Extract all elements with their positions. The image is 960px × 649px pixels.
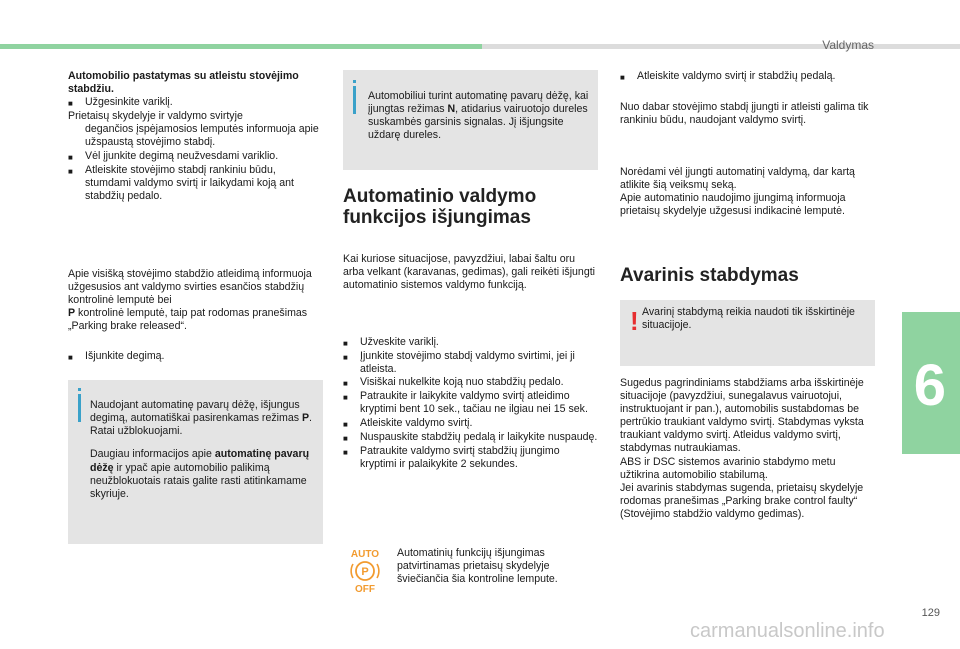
list-item: ■ Vėl įjunkite degimą neužvesdami variklio. bbox=[68, 150, 323, 164]
col1-paragraph: Apie visišką stovėjimo stabdžio atleidimą informuoja užgesusios ant valdymo svirties esančios stabdžių kontrolinė lemputė bei P kontrolinė lemputė, taip pat rodomas pranešimas „Parking brake released“. bbox=[68, 268, 312, 333]
col2-steps bbox=[343, 336, 598, 471]
bullet-icon: ■ bbox=[68, 166, 73, 176]
warning-icon: ! bbox=[630, 306, 639, 336]
bullet-icon: ■ bbox=[343, 353, 348, 363]
list-item: ■ Užgesinkite variklį. bbox=[68, 96, 323, 110]
off-icon-text: OFF bbox=[355, 584, 375, 595]
col1-title: Automobilio pastatymas su atleistu stovėjimo stabdžiu. bbox=[68, 70, 299, 96]
bullet-icon: ■ bbox=[343, 379, 348, 389]
list-item: ■ Užveskite variklį. bbox=[343, 336, 598, 350]
col1-text: degančios įspėjamosios lemputės informuoja apie užspaustą stovėjimo stabdį. bbox=[85, 123, 319, 149]
list-item: ■ Įjunkite stovėjimo stabdį valdymo svirtimi, jei ji atleista. bbox=[343, 350, 575, 376]
col3-step bbox=[620, 70, 875, 84]
bullet-icon: ■ bbox=[68, 152, 73, 162]
p-icon-text: P bbox=[361, 566, 369, 578]
list-item: ■ Atleiskite valdymo svirtį. bbox=[343, 417, 598, 431]
header-rule bbox=[482, 44, 960, 49]
info-note: Automobiliui turint automatinę pavarų dėžę, kai įjungtas režimas N, atidarius vairuotojo dureles suskambės garsinis signalas. Jį išjungsite uždarę dureles. bbox=[343, 70, 598, 170]
col3-paragraph: Nuo dabar stovėjimo stabdį įjungti ir atleisti galima tik rankiniu būdu, naudojant valdymo svirtį. bbox=[620, 101, 869, 127]
header-accent-bar bbox=[0, 44, 482, 49]
list-item: ■ Išjunkite degimą. bbox=[68, 350, 323, 364]
chapter-number: 6 bbox=[913, 353, 946, 418]
watermark: carmanualsonline.info bbox=[690, 620, 885, 642]
col1-step bbox=[68, 350, 323, 364]
info-icon bbox=[78, 394, 81, 422]
auto-p-off-icon bbox=[348, 547, 382, 595]
auto-icon-text: AUTO bbox=[350, 549, 380, 560]
bullet-icon: ■ bbox=[343, 419, 348, 429]
bullet-icon: ■ bbox=[343, 393, 348, 403]
bullet-icon: ■ bbox=[343, 339, 348, 348]
list-item: ■ Patraukite valdymo svirtį stabdžių įjungimo kryptimi ir palaikykite 2 sekundes. bbox=[343, 444, 560, 470]
section-heading: Automatinio valdymo funkcijos išjungimas bbox=[343, 186, 537, 228]
list-item: ■ Visiškai nukelkite koją nuo stabdžių pedalo. bbox=[343, 376, 598, 390]
list-item: ■ Atleiskite stovėjimo stabdį rankiniu būdu, stumdami valdymo svirtį ir laikydami koją ant stabdžių pedalo. bbox=[68, 163, 294, 202]
info-icon bbox=[353, 86, 356, 114]
bullet-icon: ■ bbox=[68, 353, 73, 362]
bullet-icon: ■ bbox=[343, 433, 348, 443]
icon-caption: Automatinių funkcijų išjungimas patvirtinamas prietaisų skydelyje šviečiančia šia kontroline lempute. bbox=[397, 547, 558, 586]
section-heading: Avarinis stabdymas bbox=[620, 265, 799, 286]
col2-intro: Kai kuriose situacijose, pavyzdžiui, labai šaltu oru arba velkant (karavanas, gedimas), gali reikėti išjungti automatinio sistemos valdymo funkciją. bbox=[343, 253, 596, 292]
list-item: ■ Nuspauskite stabdžių pedalą ir laikykite nuspaudę. bbox=[343, 431, 598, 445]
warning-note: ! Avarinį stabdymą reikia naudoti tik išskirtinėje situacijoje. bbox=[620, 300, 875, 366]
list-item: ■ Patraukite ir laikykite valdymo svirtį atleidimo kryptimi bent 10 sek., tačiau ne ilgiau nei 15 sek. bbox=[343, 390, 588, 416]
col1-text: Prietaisų skydelyje ir valdymo svirtyje bbox=[68, 110, 243, 123]
col3-paragraph: Sugedus pagrindiniams stabdžiams arba išskirtinėje situacijoje (pavyzdžiui, sunegalavus vairuotojui, instruktuojant ir pan.), automobilis sustabdomas be pertrūkio traukiant valdymo svirtį. Stabdymas vyksta traukiant valdymo svirtį. Atleidus valdymo svirtį, stabdymas nutraukiamas. ABS ir DSC sistemos avarinio stabdymo metu užtikrina automobilio stabilumą. Jei avarinis stabdymas sugenda, prietaisų skydelyje rodomas pranešimas „Parking brake control faulty“ (Stovėjimo stabdžio valdymo gedimas). bbox=[620, 377, 864, 520]
bullet-icon: ■ bbox=[68, 99, 73, 109]
col3-paragraph: Norėdami vėl įjungti automatinį valdymą, dar kartą atlikite šią veiksmų seką. Apie automatinio naudojimo įjungimą informuoja prietaisų skydelyje užgesusi indikacinė lemputė. bbox=[620, 166, 855, 218]
info-note: Naudojant automatinę pavarų dėžę, išjungus degimą, automatiškai pasirenkamas režimas P. Ratai užblokuojami. Daugiau informacijos apie automatinę pavarų dėžę ir ypač apie automobilio palikimą neužblokuotais ratais galite rasti atitinkamame skyriuje. bbox=[68, 380, 323, 544]
bullet-icon: ■ bbox=[620, 73, 625, 82]
page-number: 129 bbox=[921, 607, 940, 619]
section-title: Valdymas bbox=[822, 38, 874, 52]
bullet-icon: ■ bbox=[343, 447, 348, 457]
list-item: ■ Atleiskite valdymo svirtį ir stabdžių pedalą. bbox=[620, 70, 875, 84]
col1-block bbox=[68, 70, 323, 203]
